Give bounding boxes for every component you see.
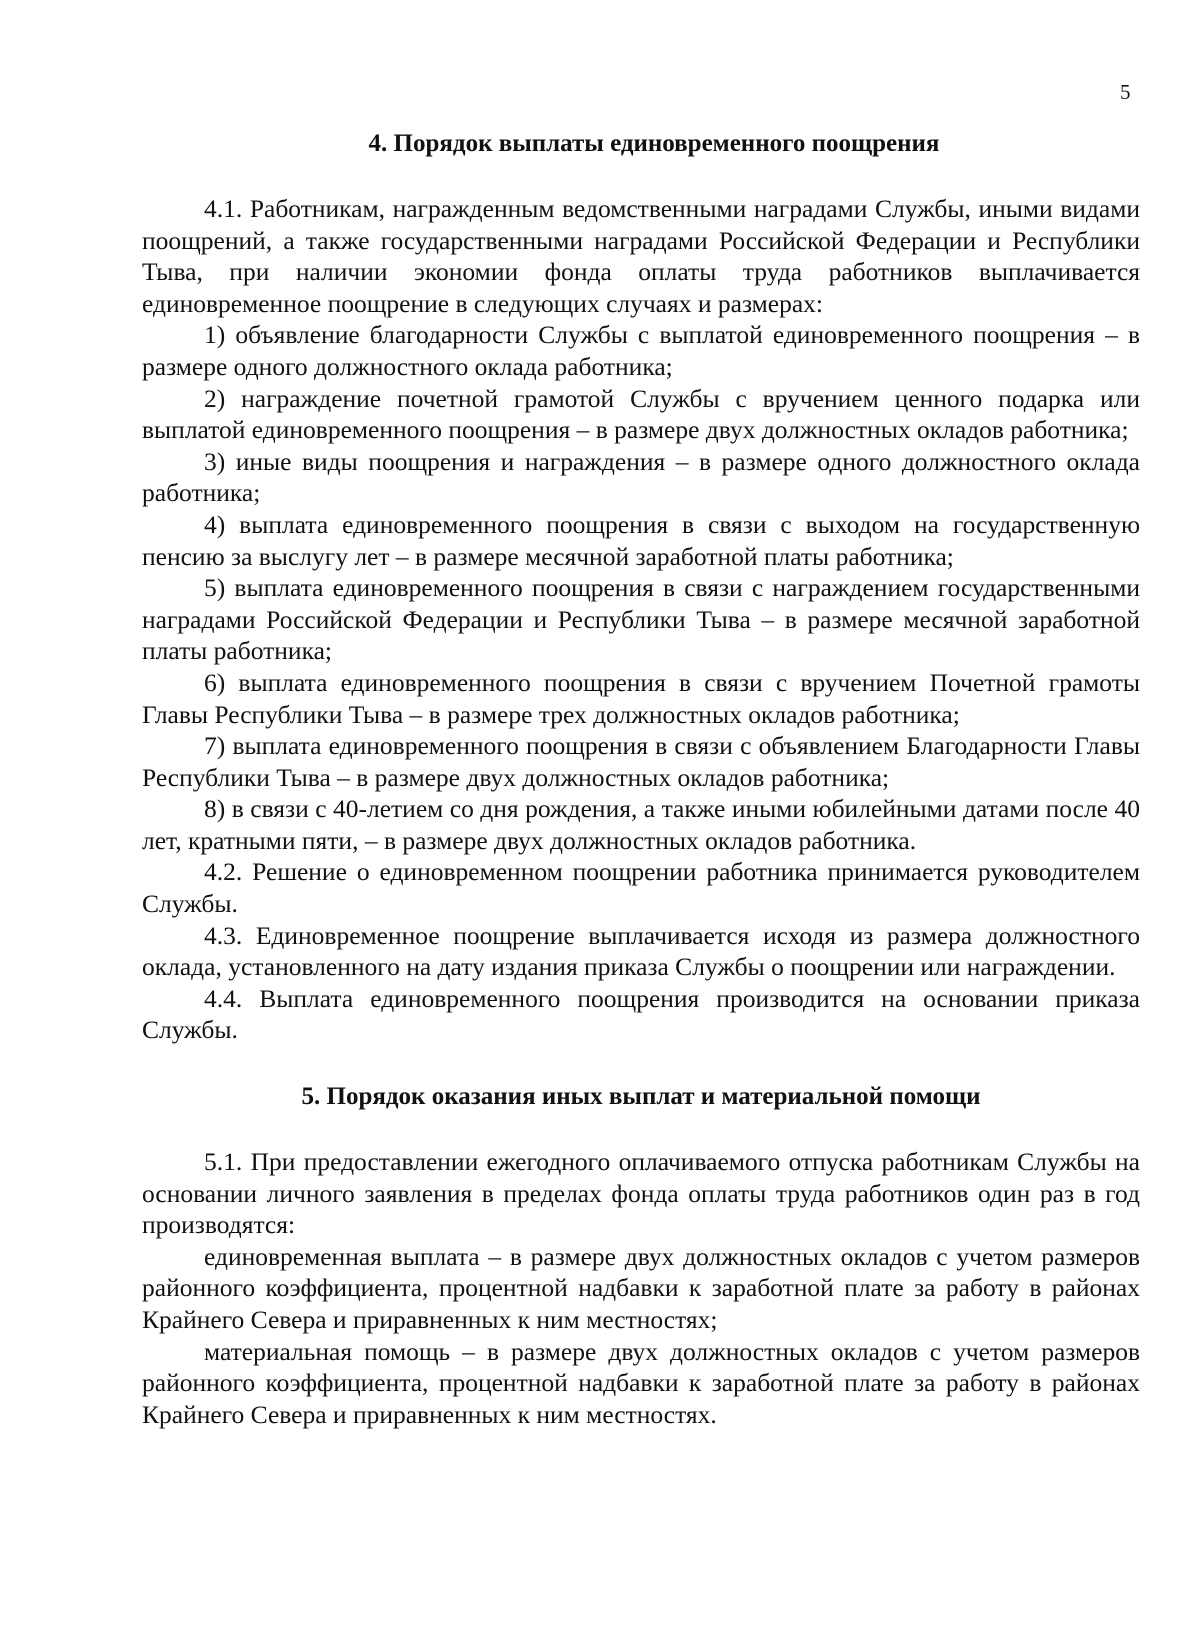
paragraph-4-1: 4.1. Работникам, награжденным ведомственными наградами Службы, иными видами поощрений, а также государственными наградами Российской Федерации и Республики Тыва, при наличии экономии фонда оплаты труда работников выплачивается единовременное поощрение в следующих случаях и размерах: (142, 194, 1140, 318)
list-item-1: 1) объявление благодарности Службы с выплатой единовременного поощрения – в размере одного должностного оклада работника; (142, 320, 1140, 381)
list-item-2: 2) награждение почетной грамотой Службы с вручением ценного подарка или выплатой единовременного поощрения – в размере двух должностных окладов работника; (142, 383, 1140, 445)
list-item-6: 6) выплата единовременного поощрения в связи с вручением Почетной грамоты Главы Республики Тыва – в размере трех должностных окладов работника; (142, 667, 1140, 729)
spacer (142, 159, 1140, 193)
section-4-heading: 4. Порядок выплаты единовременного поощрения (368, 130, 940, 157)
list-item-4: 4) выплата единовременного поощрения в связи с выходом на государственную пенсию за выслугу лет – в размере месячной заработной платы работника; (142, 509, 1140, 571)
paragraph-material-aid: материальная помощь – в размере двух должностных окладов с учетом размеров районного коэффициента, процентной надбавки к заработной плате за работу в районах Крайнего Севера и приравненных к ним местностях. (142, 1336, 1140, 1429)
paragraph-4-4: 4.4. Выплата единовременного поощрения производится на основании приказа Службы. (142, 983, 1140, 1045)
paragraph-5-1: 5.1. При предоставлении ежегодного оплачиваемого отпуска работникам Службы на основании личного заявления в пределах фонда оплаты труда работников один раз в год производятся: (142, 1147, 1140, 1240)
paragraph-lump-sum: единовременная выплата – в размере двух должностных окладов с учетом размеров районного коэффициента, процентной надбавки к заработной плате за работу в районах Крайнего Севера и приравненных к ним местностях; (142, 1241, 1140, 1334)
section-5-heading: 5. Порядок оказания иных выплат и материальной помощи (301, 1083, 981, 1111)
document-body (142, 128, 1140, 1430)
list-item-7: 7) выплата единовременного поощрения в связи с объявлением Благодарности Главы Республики Тыва – в размере двух должностных окладов работника; (142, 731, 1140, 792)
paragraph-4-3: 4.3. Единовременное поощрение выплачивается исходя из размера должностного оклада, установленного на дату издания приказа Службы о поощрении или награждении. (142, 920, 1140, 982)
page-number: 5 (1120, 80, 1131, 104)
paragraph-4-2: 4.2. Решение о единовременном поощрении работника принимается руководителем Службы. (142, 857, 1140, 919)
spacer (142, 1112, 1140, 1146)
list-item-3: 3) иные виды поощрения и награждения – в размере одного должностного оклада работника; (142, 446, 1140, 508)
list-item-5: 5) выплата единовременного поощрения в связи с награждением государственными наградами Российской Федерации и Республики Тыва – в размере месячной заработной платы работника; (142, 573, 1140, 666)
list-item-8: 8) в связи с 40-летием со дня рождения, а также иными юбилейными датами после 40 лет, кратными пяти, – в размере двух должностных окладов работника. (142, 794, 1140, 855)
spacer (142, 1046, 1140, 1081)
